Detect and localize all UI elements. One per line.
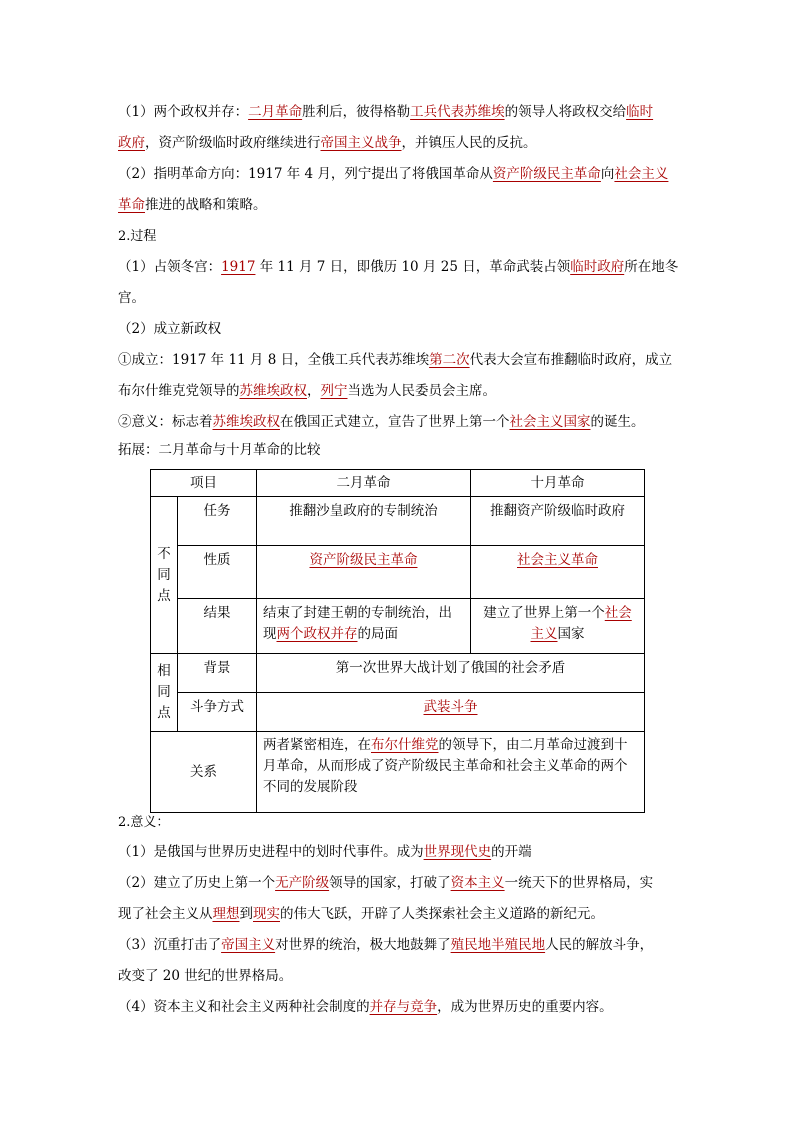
paragraph-meaning-1	[118, 837, 678, 868]
text: （1）两个政权并存：	[118, 104, 249, 120]
text: 现	[263, 626, 277, 642]
keyword: 二月革命	[248, 104, 303, 120]
paragraph-direction-cont	[118, 190, 678, 221]
keyword: 临时政府	[570, 259, 625, 275]
section-title-meaning: 2.意义：	[118, 815, 170, 830]
text: 的诞生。	[590, 414, 645, 430]
paragraph-meaning-2-cont	[118, 899, 678, 930]
text: 胜利后，彼得格勒	[302, 104, 411, 120]
keyword: 资本主义	[450, 875, 505, 891]
text: 布尔什维克党领导的	[118, 383, 240, 399]
row-label: 背景	[178, 654, 257, 693]
table-row-result	[151, 599, 645, 654]
keyword: 社会主义革命	[517, 552, 598, 568]
text: 不同的发展阶段	[263, 779, 358, 795]
keyword: 帝国主义	[221, 937, 276, 953]
text: 代表大会宣布推翻临时政府，成立	[469, 352, 673, 368]
text: 当选为人民委员会主席。	[347, 383, 496, 399]
text: 建立了世界上第一个	[483, 605, 605, 621]
cell	[471, 599, 645, 654]
paragraph-coexistence-cont	[118, 128, 678, 159]
keyword: 帝国主义战争	[320, 135, 402, 151]
keyword: 苏维埃政权	[212, 414, 280, 430]
header-item: 项目	[151, 470, 257, 497]
text: 人民的解放斗争，	[545, 937, 654, 953]
text: （1）占领冬宫：	[118, 259, 222, 275]
paragraph-meaning-3	[118, 930, 678, 961]
table-row-background	[151, 654, 645, 693]
row-label: 关系	[151, 732, 257, 813]
keyword: 世界现代史	[423, 844, 492, 860]
text: 的领导人将政权交给	[504, 104, 627, 120]
table-caption: 拓展：二月革命与十月革命的比较	[118, 442, 321, 458]
text: 领导的国家，打破了	[329, 875, 451, 891]
row-label: 任务	[178, 497, 257, 546]
row-label: 斗争方式	[178, 693, 257, 732]
cell: 推翻沙皇政府的专制统治	[257, 497, 471, 546]
paragraph-founding	[118, 345, 678, 376]
text: 一统天下的世界格局，实	[504, 875, 654, 891]
text: （3）沉重打击了	[118, 937, 222, 953]
text: 两者紧密相连，在	[263, 737, 371, 753]
cell	[257, 693, 645, 732]
cell	[257, 732, 645, 813]
keyword: 理想	[212, 906, 240, 922]
keyword: 苏维埃政权	[239, 383, 307, 399]
keyword: 政府	[118, 135, 145, 151]
keyword: 革命	[118, 197, 145, 213]
text: 结束了封建王朝的专制统治，出	[263, 605, 452, 621]
keyword: 社会主义	[614, 166, 669, 182]
keyword: 无产阶级	[275, 875, 330, 891]
keyword: 列宁	[320, 383, 348, 399]
text: （2）建立了历史上第一个	[118, 875, 276, 891]
text: ②意义：标志着	[118, 414, 213, 430]
cell	[471, 546, 645, 599]
text: 的开端	[491, 844, 532, 860]
paragraph-meaning-3-cont: 改变了 20 世纪的世界格局。	[118, 968, 293, 984]
cell	[257, 546, 471, 599]
text: （1）是俄国与世界历史进程中的划时代事件。成为	[118, 844, 424, 860]
text: 所在地冬	[624, 259, 679, 275]
paragraph-founding-cont	[118, 376, 678, 407]
label-char: 不	[157, 545, 171, 562]
text: （4）资本主义和社会主义两种社会制度的	[118, 999, 370, 1015]
table-row-task	[151, 497, 645, 546]
row-label: 性质	[178, 546, 257, 599]
keyword: 殖民地半殖民地	[450, 937, 546, 953]
keyword: 布尔什维党	[371, 737, 439, 753]
row-label: 结果	[178, 599, 257, 654]
paragraph-significance	[118, 407, 678, 438]
cell	[257, 599, 471, 654]
text: 推进的战略和策略。	[145, 197, 267, 213]
keyword: 工兵代表苏维埃	[410, 104, 505, 120]
table-row-struggle	[151, 693, 645, 732]
text: 的伟大飞跃，开辟了人类探索社会主义道路的新纪元。	[280, 906, 604, 922]
header-october: 十月革命	[471, 470, 645, 497]
comparison-table	[150, 469, 645, 813]
text: 现了社会主义从	[118, 906, 213, 922]
keyword: 并存与竞争	[369, 999, 438, 1015]
keyword: 主义	[530, 626, 558, 642]
keyword: 资产阶级民主革命	[309, 552, 418, 568]
label-char: 点	[157, 587, 171, 604]
text: 向	[600, 166, 615, 182]
table-row-nature	[151, 546, 645, 599]
paragraph-meaning-4	[118, 992, 678, 1023]
text: 月革命，从而形成了资产阶级民主革命和社会主义革命的两个	[263, 758, 628, 774]
cell: 第一次世界大战计划了俄国的社会矛盾	[257, 654, 645, 693]
text: 年 11 月 7 日，即俄历 10 月 25 日，革命武装占领	[255, 259, 571, 275]
text: ，资产阶级临时政府继续进行	[145, 135, 321, 151]
keyword: 1917	[221, 259, 256, 275]
text: （2）指明革命方向：1917 年 4 月，列宁提出了将俄国革命从	[118, 166, 493, 182]
text: 对世界的统治，极大地鼓舞了	[275, 937, 451, 953]
keyword: 现实	[253, 906, 280, 922]
text: 的局面	[357, 626, 398, 642]
keyword: 临时	[626, 104, 654, 120]
paragraph-coexistence	[118, 97, 678, 128]
text: ，	[307, 383, 321, 399]
table-header-row	[151, 470, 645, 497]
paragraph-new-regime: （2）成立新政权	[118, 321, 222, 337]
group-label-differences	[151, 497, 178, 654]
text: ，成为世界历史的重要内容。	[437, 999, 613, 1015]
label-char: 同	[157, 566, 171, 583]
keyword: 资产阶级民主革命	[492, 166, 601, 182]
paragraph-winter-palace	[118, 252, 678, 283]
section-title-process: 2.过程	[118, 229, 157, 244]
document-page	[118, 97, 678, 462]
keyword: 社会	[604, 605, 632, 621]
keyword: 两个政权并存	[276, 626, 358, 642]
text: 在俄国正式建立，宣告了世界上第一个	[280, 414, 510, 430]
header-february: 二月革命	[257, 470, 471, 497]
keyword: 社会主义国家	[509, 414, 591, 430]
group-label-similarities	[151, 654, 178, 732]
keyword: 武装斗争	[423, 699, 478, 715]
text: 国家	[557, 626, 585, 642]
text: ，并镇压人民的反抗。	[401, 135, 537, 151]
text: 到	[239, 906, 253, 922]
text: ①成立：1917 年 11 月 8 日，全俄工兵代表苏维埃	[118, 352, 430, 368]
text: 的领导下，由二月革命过渡到十	[438, 737, 628, 753]
paragraph-meaning-2	[118, 868, 678, 899]
label-char: 点	[157, 705, 171, 721]
cell: 推翻资产阶级临时政府	[471, 497, 645, 546]
paragraph-direction	[118, 159, 678, 190]
label-char: 同	[157, 684, 171, 700]
table-row-relation	[151, 732, 645, 813]
keyword: 第二次	[429, 352, 470, 368]
paragraph-winter-palace-cont: 宫。	[118, 290, 145, 306]
meaning-section	[118, 808, 678, 1023]
label-char: 相	[157, 663, 171, 679]
